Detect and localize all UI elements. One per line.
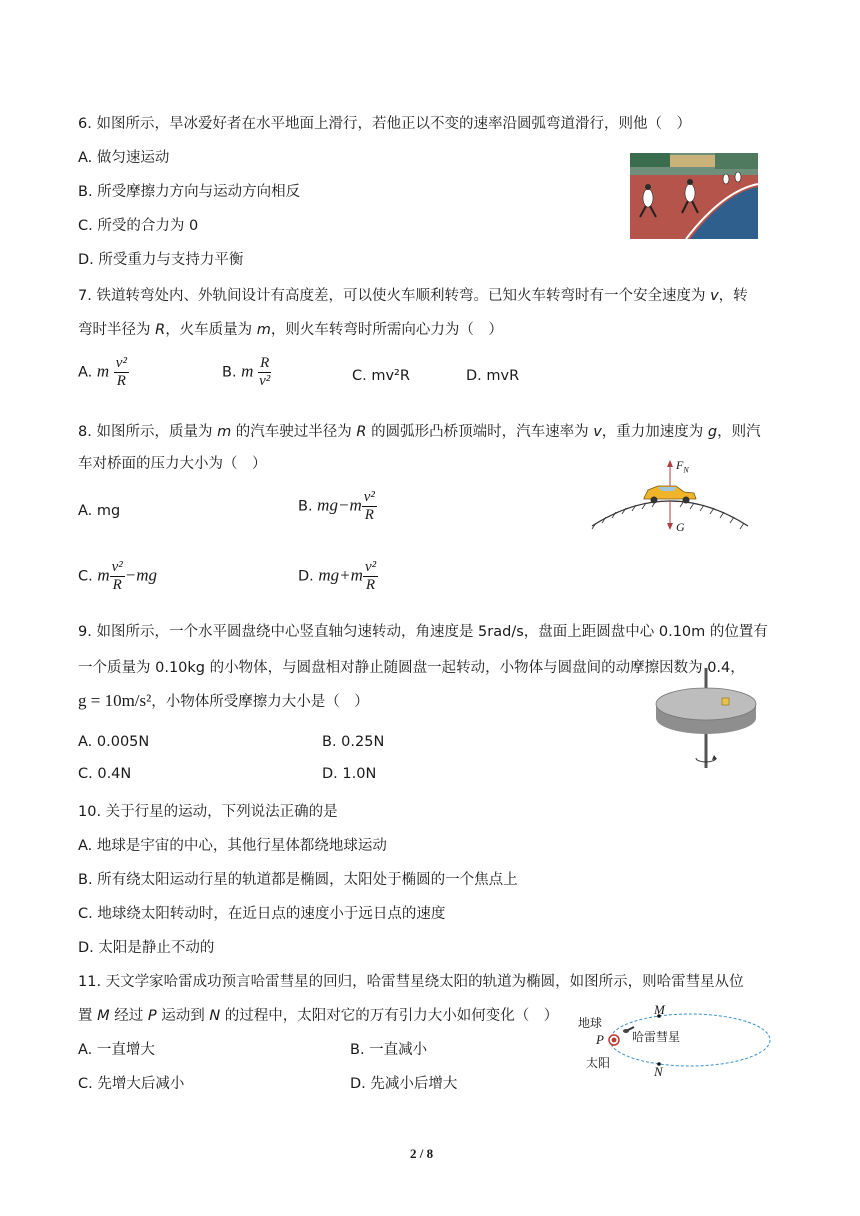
- page-number: 2 / 8: [410, 1146, 434, 1161]
- q9-option-a: A. 0.005N: [78, 734, 150, 750]
- q8-line2: 车对桥面的压力大小为（ ）: [78, 456, 267, 472]
- q7-option-c: C. mv²R: [352, 368, 410, 384]
- q9-option-b: B. 0.25N: [322, 734, 385, 750]
- point-p-label: P: [596, 1032, 604, 1047]
- q8-option-a: A. mg: [78, 503, 121, 519]
- q6-option-a: A. 做匀速运动: [78, 150, 170, 166]
- q10-option-d: D. 太阳是静止不动的: [78, 940, 215, 956]
- q9-option-c: C. 0.4N: [78, 766, 132, 782]
- rotating-disk-figure: [652, 668, 760, 770]
- skater-photo: [630, 153, 758, 239]
- q11-option-a: A. 一直增大: [78, 1042, 155, 1058]
- q11-line1: 11. 天文学家哈雷成功预言哈雷彗星的回归，哈雷彗星绕太阳的轨道为椭圆，如图所示，则哈雷彗星从位: [78, 974, 744, 990]
- q7-line2: 弯时半径为 R，火车质量为 m，则火车转弯时所需向心力为（ ）: [78, 322, 503, 338]
- q11-option-d: D. 先减小后增大: [350, 1076, 458, 1092]
- q11-option-b: B. 一直减小: [350, 1042, 428, 1058]
- q9-line1: 9. 如图所示，一个水平圆盘绕中心竖直轴匀速转动，角速度是 5rad/s，盘面上距圆盘中心 0.10m 的位置有: [78, 624, 768, 640]
- q11-option-c: C. 先增大后减小: [78, 1076, 185, 1092]
- q7-frac-a: $\frac{\text{v²}}{R}$: [115, 355, 127, 389]
- q9-line2: 一个质量为 0.10kg 的小物体，与圆盘相对静止随圆盘一起转动，小物体与圆盘间的动摩擦因数为 0.4，: [78, 660, 745, 676]
- q8-line1: 8. 如图所示，质量为 m 的汽车驶过半径为 R 的圆弧形凸桥顶端时，汽车速率为 v，重力加速度为 g，则汽: [78, 424, 761, 440]
- q8-option-c: C. m $\frac{\text{v²}}{R}$ −mg: [78, 559, 158, 593]
- point-m-label: M: [654, 1002, 665, 1017]
- q6-option-c: C. 所受的合力为 0: [78, 218, 199, 234]
- point-n-label: N: [654, 1064, 663, 1079]
- q10-option-a: A. 地球是宇宙的中心，其他行星体都绕地球运动: [78, 838, 387, 854]
- q6-stem: 6. 如图所示，旱冰爱好者在水平地面上滑行，若他正以不变的速率沿圆弧弯道滑行，则他（ ）: [78, 116, 691, 132]
- comet-orbit-figure: [574, 1000, 774, 1082]
- sun-label: 太阳: [586, 1056, 611, 1070]
- q7-option-b: B. m $\frac{R}{\text{v²}}$: [222, 355, 271, 389]
- q9-line3: g = 10m/s²，小物体所受摩擦力大小是（ ）: [78, 691, 369, 710]
- q8-option-b: B. mg−m $\frac{\text{v²}}{R}$: [298, 489, 375, 523]
- q9-option-d: D. 1.0N: [322, 766, 377, 782]
- q7-line1: 7. 铁道转弯处内、外轨间设计有高度差，可以使火车顺利转弯。已知火车转弯时有一个安全速度为 v，转: [78, 288, 748, 304]
- q7-option-d: D. mvR: [466, 368, 520, 384]
- q7-frac-b: $\frac{R}{\text{v²}}$: [259, 355, 271, 389]
- q6-option-d: D. 所受重力与支持力平衡: [78, 252, 244, 268]
- bridge-car-figure: [588, 456, 753, 538]
- gravity-label: G: [676, 520, 685, 534]
- q10-option-b: B. 所有绕太阳运动行星的轨道都是椭圆，太阳处于椭圆的一个焦点上: [78, 872, 518, 888]
- q8-option-d: D. mg+m $\frac{\text{v²}}{R}$: [298, 559, 377, 593]
- q10-option-c: C. 地球绕太阳转动时，在近日点的速度小于远日点的速度: [78, 906, 446, 922]
- q7-option-a: A. m $\frac{\text{v²}}{R}$: [78, 355, 127, 389]
- q10-stem: 10. 关于行星的运动，下列说法正确的是: [78, 804, 338, 820]
- earth-label: 地球: [578, 1016, 603, 1030]
- comet-label: 哈雷彗星: [632, 1030, 681, 1044]
- q6-option-b: B. 所受摩擦力方向与运动方向相反: [78, 184, 301, 200]
- q11-line2: 置 M 经过 P 运动到 N 的过程中，太阳对它的万有引力大小如何变化（ ）: [78, 1008, 559, 1024]
- normal-force-label: $F_N$: [676, 458, 689, 475]
